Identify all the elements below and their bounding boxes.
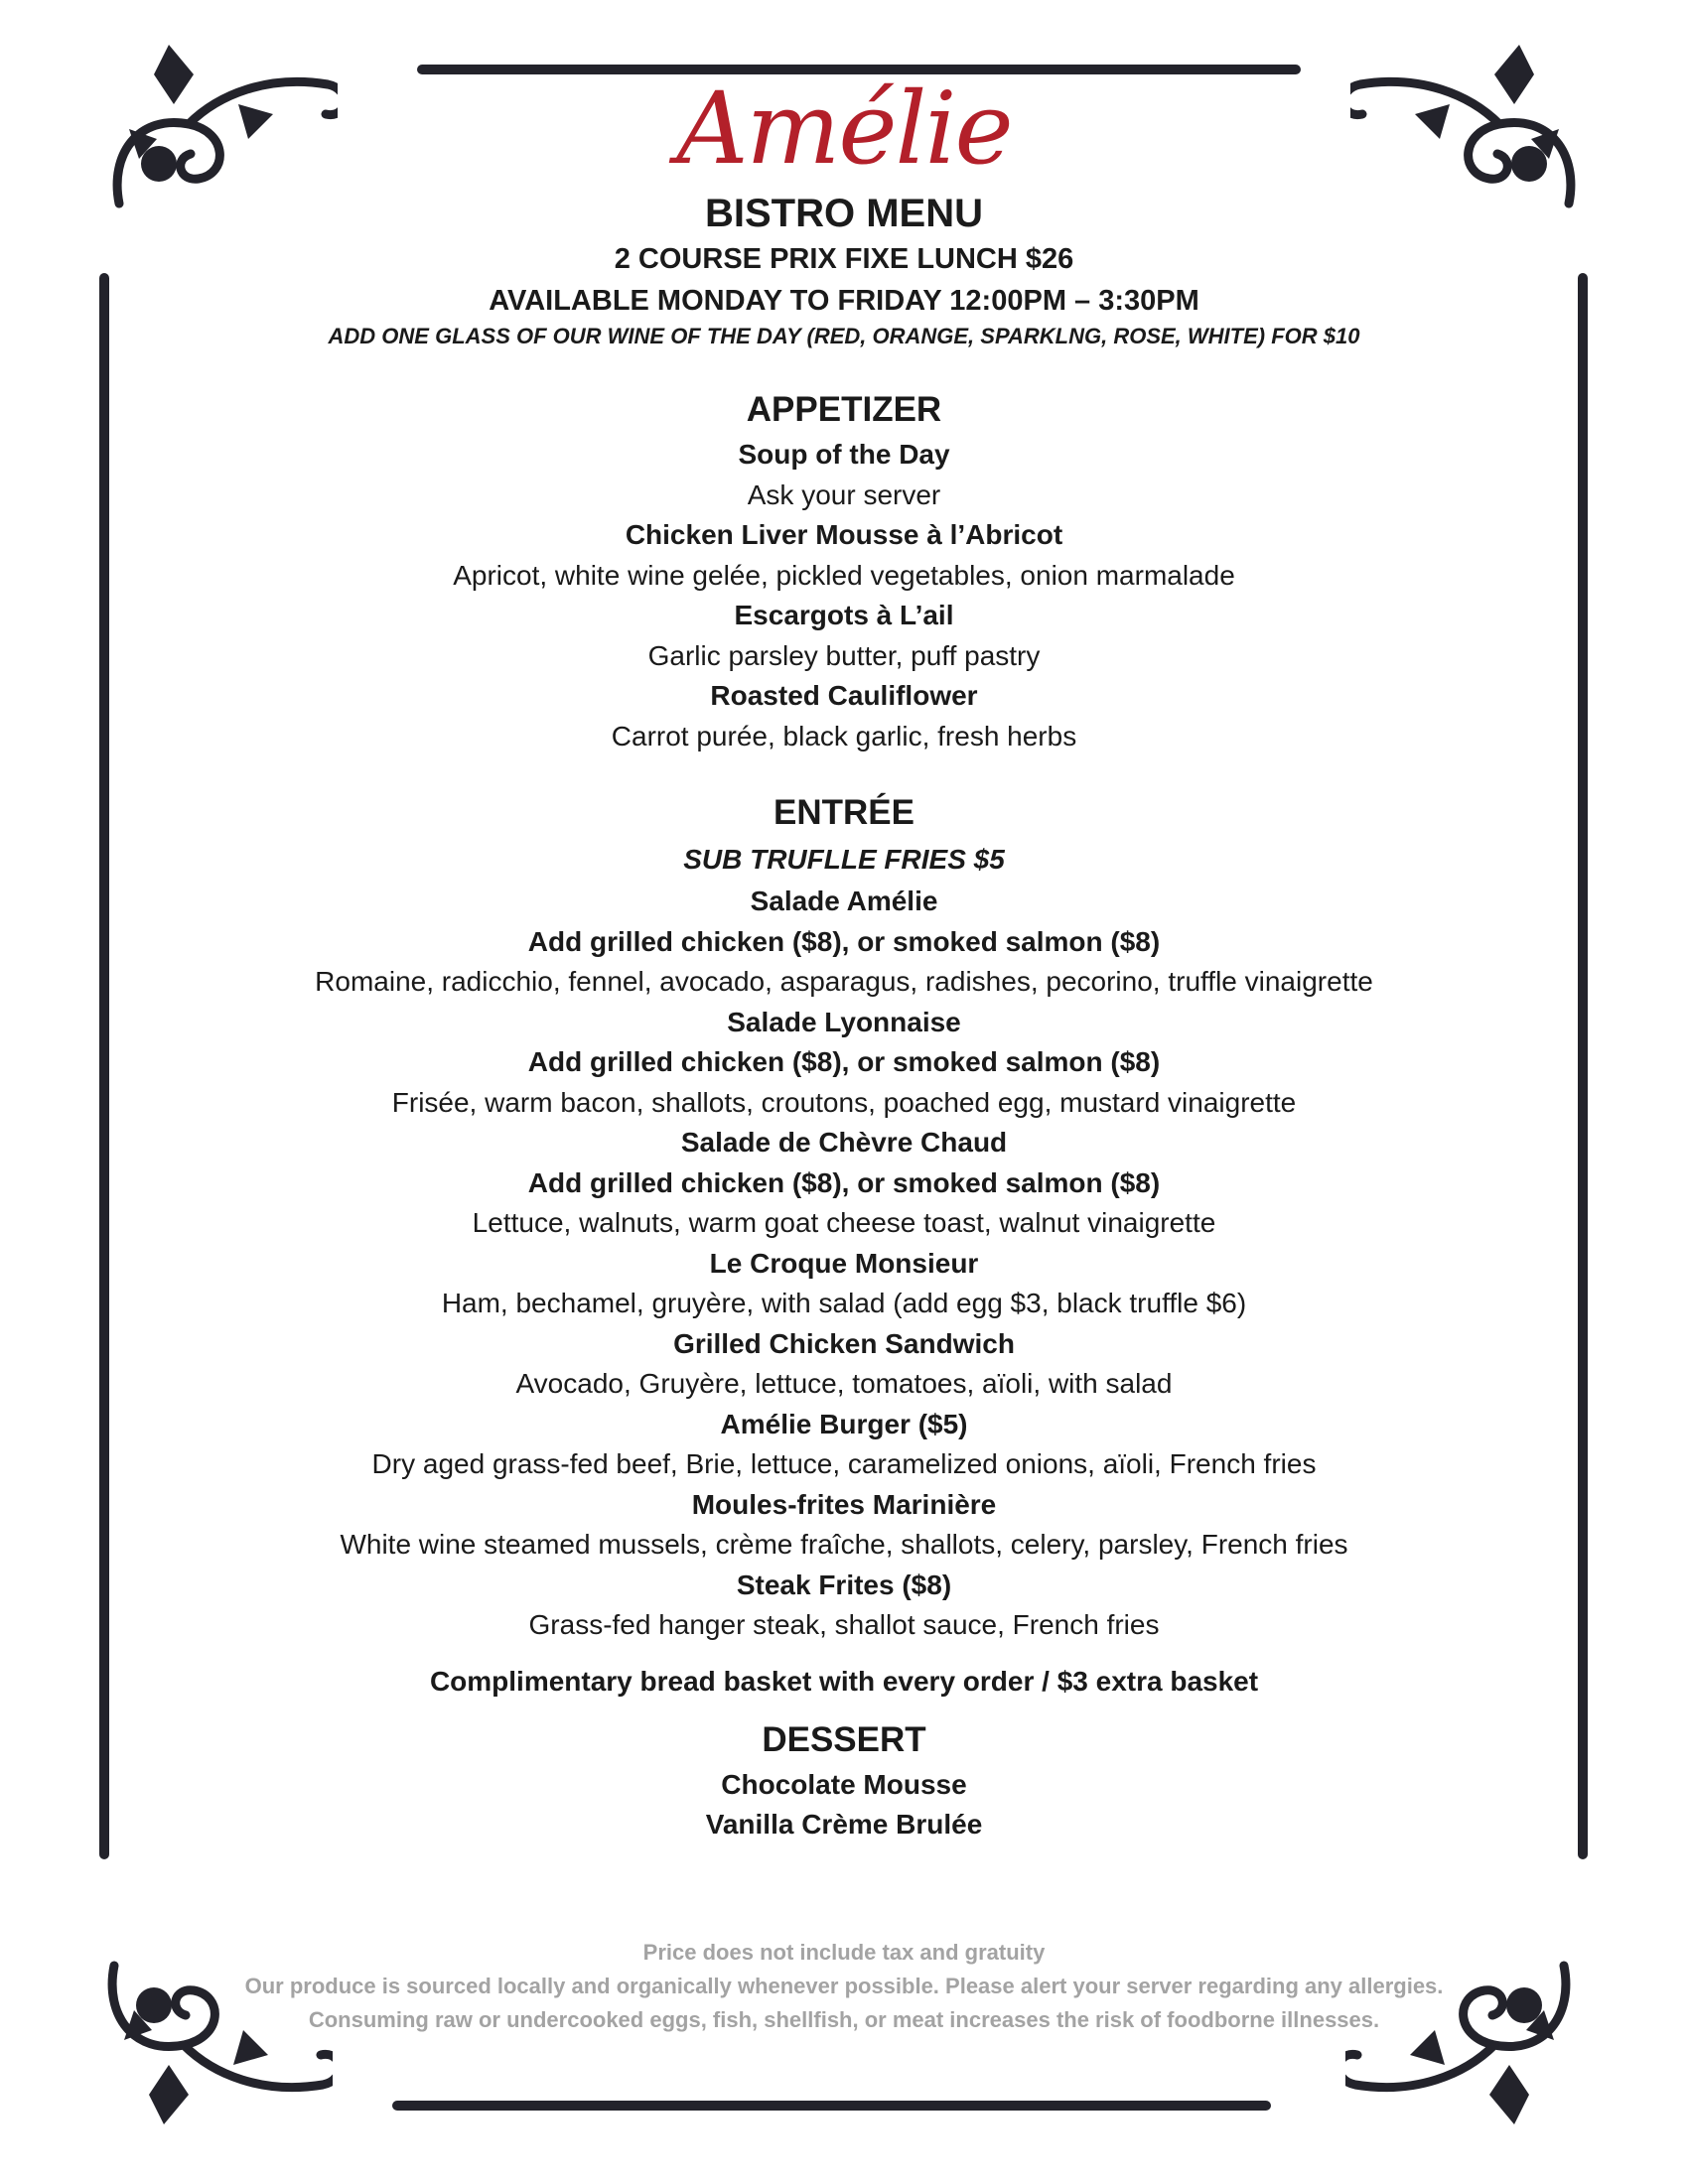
item-name: Grilled Chicken Sandwich [673,1327,1015,1359]
menu-item [0,435,1688,515]
item-description: Apricot, white wine gelée, pickled vegetables, onion marmalade [453,559,1235,591]
tax-note: Price does not include tax and gratuity [642,1940,1046,1965]
item-description: Lettuce, walnuts, warm goat cheese toast, walnut vinaigrette [472,1207,1216,1238]
menu-item [0,1485,1688,1566]
menu-item [0,1566,1688,1646]
item-name: Le Croque Monsieur [709,1247,979,1279]
item-name: Salade de Chèvre Chaud [680,1127,1008,1158]
item-addon: Add grilled chicken ($8), or smoked salmon ($8) [527,925,1161,957]
menu-item [0,1244,1688,1324]
item-name: Roasted Cauliflower [710,680,978,711]
menu-item [0,1324,1688,1405]
item-description: Dry aged grass-fed beef, Brie, lettuce, caramelized onions, aïoli, French fries [371,1448,1317,1479]
item-name: Escargots à L’ail [734,600,954,630]
item-name: Steak Frites ($8) [736,1569,952,1600]
dessert-item: Chocolate Mousse [721,1768,967,1800]
bread-basket-note: Complimentary bread basket with every order / $3 extra basket [429,1665,1259,1697]
item-addon: Add grilled chicken ($8), or smoked salmon ($8) [527,1046,1161,1077]
item-description: Ham, bechamel, gruyère, with salad (add egg $3, black truffle $6) [441,1288,1247,1318]
item-name: Salade Lyonnaise [727,1006,961,1037]
menu-item [0,1405,1688,1485]
availability-hours: AVAILABLE MONDAY TO FRIDAY 12:00PM – 3:30PM [489,285,1199,317]
menu-item [0,1003,1688,1124]
footer-disclaimer [0,1936,1688,2037]
section-subtitle-entree: SUB TRUFLLE FRIES $5 [683,844,1005,875]
menu-item [0,515,1688,596]
bottom-divider [392,2101,1271,2111]
section-title-dessert: DESSERT [762,1719,926,1759]
section-title-appetizer: APPETIZER [746,390,942,429]
dessert-item: Vanilla Crème Brulée [705,1809,983,1840]
wine-note: ADD ONE GLASS OF OUR WINE OF THE DAY (RED, ORANGE, SPARKLNG, ROSE, WHITE) FOR $10 [328,324,1360,348]
menu-item [0,882,1688,1003]
item-description: Garlic parsley butter, puff pastry [647,639,1041,671]
menu-item [0,1123,1688,1244]
entree-section [0,788,1688,1702]
appetizer-section [0,385,1688,756]
item-description: White wine steamed mussels, crème fraîche, shallots, celery, parsley, French fries [340,1529,1348,1560]
item-name: Soup of the Day [738,439,950,470]
dessert-section [0,1715,1688,1845]
item-name: Chicken Liver Mousse à l’Abricot [625,519,1063,550]
item-name: Amélie Burger ($5) [720,1408,968,1439]
item-name: Moules-frites Marinière [691,1488,997,1520]
menu-item [0,596,1688,676]
item-addon: Add grilled chicken ($8), or smoked salmon ($8) [527,1166,1161,1198]
item-description: Romaine, radicchio, fennel, avocado, asparagus, radishes, pecorino, truffle vinaigrette [315,966,1373,997]
menu-content [0,69,1688,1845]
item-description: Ask your server [747,478,941,510]
item-description: Frisée, warm bacon, shallots, croutons, poached egg, mustard vinaigrette [391,1086,1297,1118]
item-description: Carrot purée, black garlic, fresh herbs [611,720,1077,751]
foodborne-warning: Consuming raw or undercooked eggs, fish, shellfish, or meat increases the risk of foodborne illnesses. [308,2007,1380,2032]
restaurant-logo: Amélie [676,70,1012,187]
item-description: Avocado, Gruyère, lettuce, tomatoes, aïoli, with salad [515,1368,1173,1399]
section-title-entree: ENTRÉE [774,793,914,832]
prix-fixe-price: 2 COURSE PRIX FIXE LUNCH $26 [614,243,1074,275]
item-name: Salade Amélie [750,886,938,916]
produce-allergy-note: Our produce is sourced locally and organically whenever possible. Please alert your server regarding any allergies. [244,1974,1444,1998]
item-description: Grass-fed hanger steak, shallot sauce, French fries [528,1609,1160,1640]
menu-title: BISTRO MENU [705,192,983,235]
menu-item [0,676,1688,756]
